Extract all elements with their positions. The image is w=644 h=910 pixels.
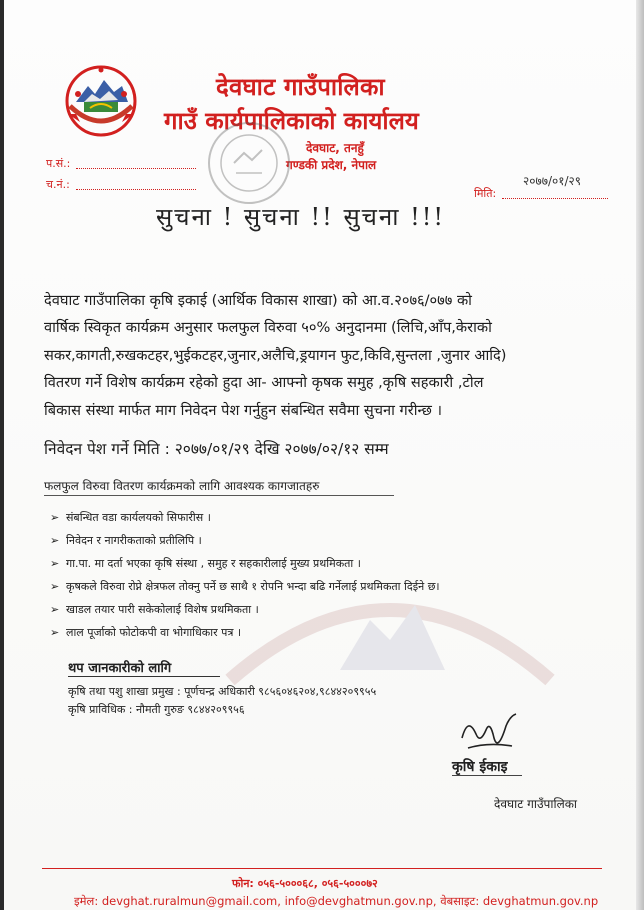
requirements-heading: फलफुल विरुवा वितरण कार्यक्रमको लागि आवश्यक कागजातहरु: [44, 479, 320, 493]
arrow-bullet-icon: ➢: [50, 534, 60, 547]
arrow-bullet-icon: ➢: [50, 603, 60, 616]
list-item-text: खाडल तयार पारी सकेकोलाई विशेष प्रथमिकता ।: [66, 603, 259, 616]
list-item: [50, 529, 610, 552]
nepal-emblem-icon: [62, 64, 140, 138]
notice-body-line: वितरण गर्ने विशेष कार्यक्रम रहेको हुदा आ- आफ्नो कृषक समुह ,कृषि सहकारी ,टोल: [44, 374, 484, 392]
date-label: मिति:: [474, 187, 497, 200]
list-item-text: कृषकले विरुवा रोप्ने क्षेत्रफल तोक्नु पर्ने छ साथै १ रोपनि भन्दा बढि गर्नेलाई प्रथमिकता दिईने छ।: [66, 580, 440, 593]
date-value: २०७७/०१/२९: [523, 174, 582, 188]
office-title-line-1: देवघाट गाउँपालिका: [216, 73, 385, 101]
date-line: [502, 198, 608, 199]
notice-body-line: वार्षिक स्विकृत कार्यक्रम अनुसार फलफुल विरुवा ५०% अनुदानमा (लिचि,आँप,केराको: [44, 319, 492, 337]
signatory-underline: [452, 775, 522, 776]
arrow-bullet-icon: ➢: [50, 557, 60, 570]
footer-divider: [42, 868, 602, 869]
footer-phone: फोन: ०५६-५०००६८, ०५६-५०००७२: [232, 877, 378, 890]
arrow-bullet-icon: ➢: [50, 511, 60, 524]
office-address-line-1: देवघाट, तनहुँ: [306, 141, 364, 155]
more-info-underline: [68, 676, 220, 677]
office-address-line-2: गण्डकी प्रदेश, नेपाल: [286, 158, 377, 172]
signatory-unit: कृषि ईकाइ: [452, 759, 508, 775]
scan-edge-right: [636, 0, 644, 910]
more-info-heading: थप जानकारीको लागि: [68, 661, 172, 676]
office-title-line-2: गाउँ कार्यपालिकाको कार्यालय: [164, 107, 419, 135]
notice-title: सुचना ! सुचना !! सुचना !!!: [156, 203, 446, 231]
contact-line-technician: कृषि प्राविधिक : नौमती गुरुङ ९८४४२०९९५६: [68, 703, 245, 716]
scan-edge-left: [0, 0, 4, 910]
notice-body-line: बिकास संस्था मार्फत माग निवेदन पेश गर्नुहुन संबन्धित सवैमा सुचना गरीन्छ ।: [44, 401, 443, 419]
contact-line-chief: कृषि तथा पशु शाखा प्रमुख : पूर्णचन्द्र अधिकारी ९८५६०४६२०४,९८४४२०९९५५: [68, 685, 377, 698]
list-item-text: लाल पूर्जाको फोटोकपी वा भोगाधिकार पत्र ।: [66, 626, 242, 639]
signatory-office: देवघाट गाउँपालिका: [494, 797, 578, 811]
office-stamp-icon: [204, 118, 294, 208]
notice-body: [44, 287, 612, 424]
list-item-text: गा.पा. मा दर्ता भएका कृषि संस्था , समुह र सहकारीलाई मुख्य प्रथमिकता ।: [66, 557, 361, 570]
arrow-bullet-icon: ➢: [50, 580, 60, 593]
notice-body-line: देवघाट गाउँपालिका कृषि इकाई (आर्थिक विकास शाखा) को आ.व.२०७६/०७७ को: [44, 292, 472, 309]
application-deadline: निवेदन पेश गर्ने मिति : २०७७/०१/२९ देखि २०७७/०२/१२ सम्म: [44, 440, 389, 458]
list-item: [50, 506, 610, 529]
watermark-emblem-icon: [220, 560, 560, 690]
list-item-text: संबन्धित वडा कार्यलयको सिफारीस ।: [66, 511, 211, 524]
dispatch-no-line: [76, 189, 196, 190]
requirements-heading-underline: [44, 495, 394, 496]
list-item-text: निवेदन र नागरीकताको प्रतीलिपि ।: [66, 534, 202, 547]
ref-no-line: [76, 168, 196, 169]
notice-body-line: सकर,कागती,रुखकटहर,भुईकटहर,जुनार,अलैचि,ड्रयागन फुट,किवि,सुन्तला ,जुनार आदि): [44, 346, 507, 364]
arrow-bullet-icon: ➢: [50, 626, 60, 639]
signature-icon: [454, 708, 524, 758]
ref-no-label: प.सं.:: [46, 157, 71, 170]
footer-email: इमेल: devghat.ruralmun@gmail.com, info@devghatmun.gov.np, वेबसाइट: devghatmun.gov.np: [74, 894, 599, 908]
dispatch-no-label: च.नं.:: [46, 178, 70, 191]
